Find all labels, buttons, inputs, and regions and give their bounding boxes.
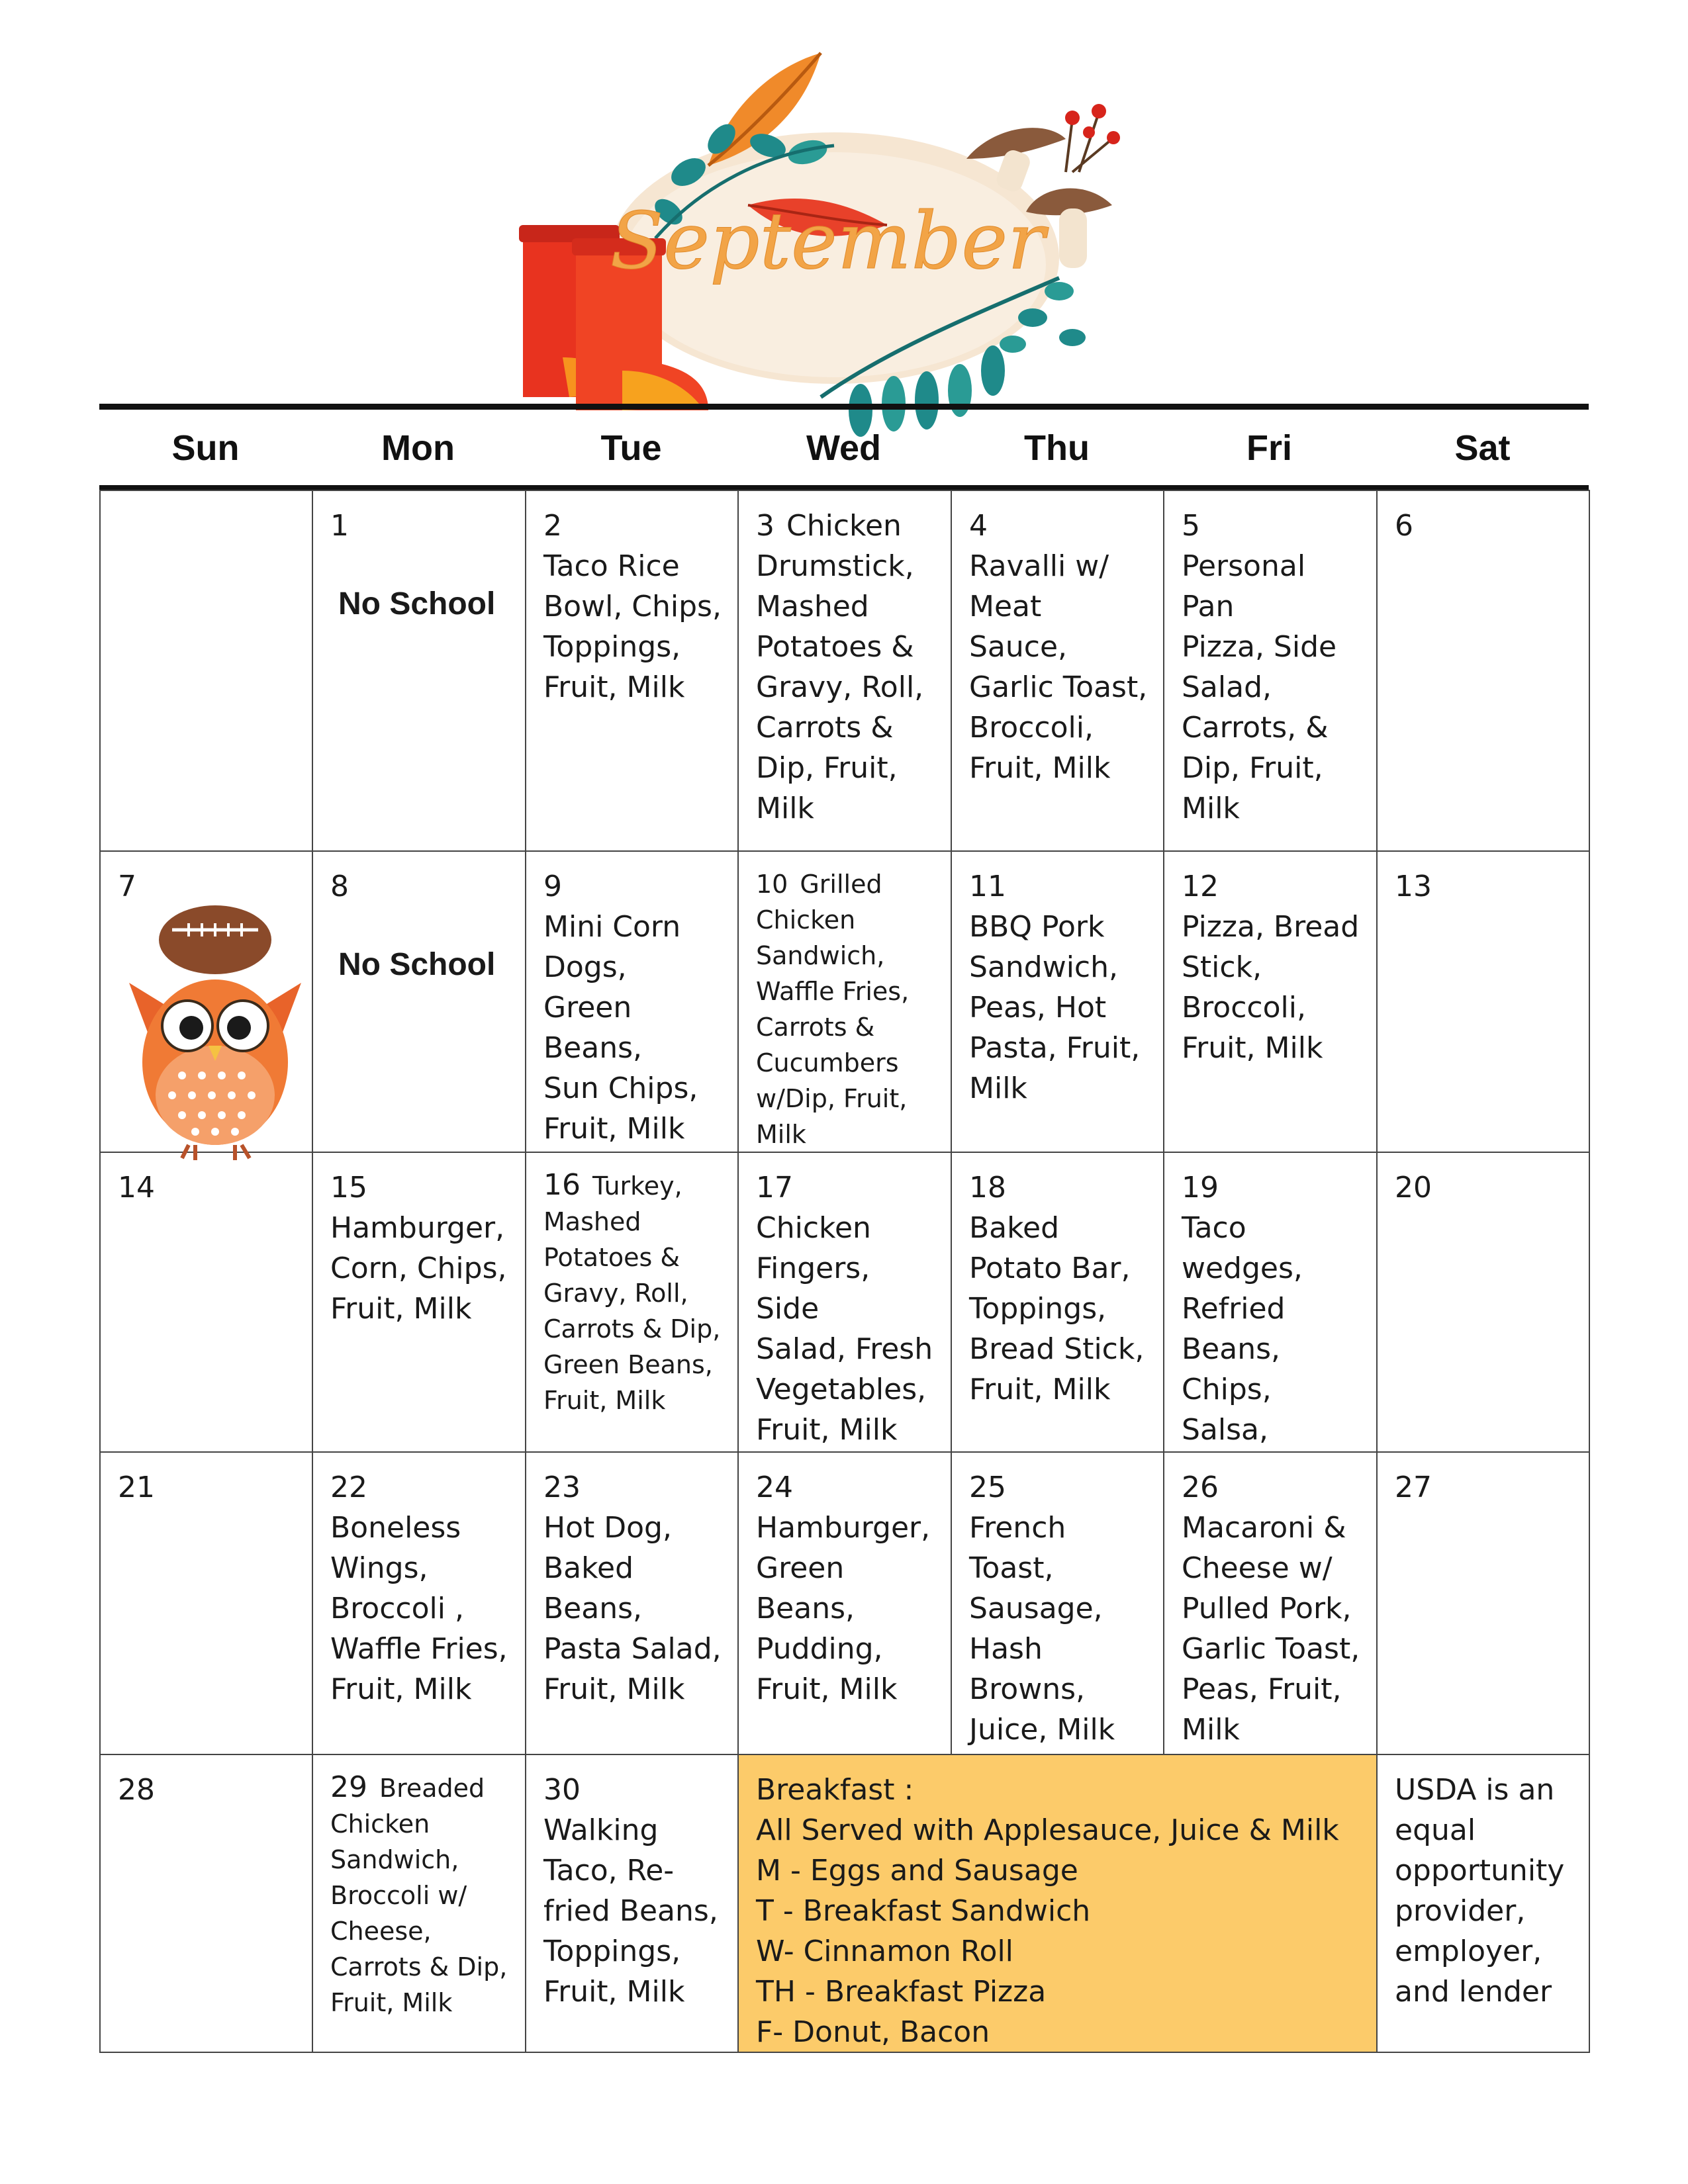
usda-notice-cell — [1376, 1754, 1590, 2053]
weekday-tue: Tue — [600, 428, 662, 468]
football-icon — [159, 905, 271, 974]
day-cell — [1376, 1451, 1590, 1755]
day-cell — [525, 1754, 739, 2053]
day-number: 19 — [1182, 1171, 1219, 1205]
header-rule-top — [99, 404, 1589, 410]
day-number: 22 — [330, 1471, 367, 1504]
day-number: 12 — [1182, 870, 1219, 903]
day-cell — [951, 850, 1164, 1153]
day-number: 2 — [543, 509, 562, 543]
day-cell — [525, 490, 739, 852]
berries-icon — [1065, 104, 1120, 172]
breakfast-line: T - Breakfast Sandwich — [756, 1894, 1091, 1928]
menu-items: Chicken Drumstick, Mashed Potatoes & Gravy, Roll, Carrots & Dip, Fruit, Milk — [756, 509, 924, 825]
menu-items: Mini Corn Dogs, Green Beans, Sun Chips, Fruit, Milk — [543, 910, 698, 1146]
day-number: 8 — [330, 870, 349, 903]
menu-items: Baked Potato Bar, Toppings, Bread Stick, Fruit, Milk — [969, 1211, 1145, 1406]
menu-items: Breaded Chicken Sandwich, Broccoli w/ Cheese, Carrots & Dip, Fruit, Milk — [330, 1774, 508, 2017]
day-cell — [1163, 1152, 1378, 1453]
day-number: 4 — [969, 509, 988, 543]
day-number: 30 — [543, 1773, 581, 1807]
breakfast-menu-box — [737, 1754, 1378, 2053]
menu-items: Hamburger, Corn, Chips, Fruit, Milk — [330, 1211, 507, 1326]
usda-notice: USDA is an equal opportunity provider, employer, and lender — [1395, 1773, 1565, 2009]
day-cell — [1376, 490, 1590, 852]
menu-items: Chicken Fingers, Side Salad, Fresh Vegetables, Fruit, Milk — [756, 1211, 933, 1447]
weekday-mon: Mon — [381, 428, 455, 468]
day-number: 25 — [969, 1471, 1006, 1504]
day-cell — [951, 490, 1164, 852]
day-number: 23 — [543, 1471, 581, 1504]
menu-items: Personal Pan Pizza, Side Salad, Carrots, & Dip, Fruit, Milk — [1182, 549, 1337, 825]
day-cell — [1163, 490, 1378, 852]
calendar-grid — [99, 490, 1589, 2052]
day-cell — [737, 490, 952, 852]
day-number: 15 — [330, 1171, 367, 1205]
menu-text — [543, 1167, 723, 1418]
day-cell — [1376, 1152, 1590, 1453]
day-cell — [99, 490, 313, 852]
day-number: 26 — [1182, 1471, 1219, 1504]
menu-items: Hamburger, Green Beans, Pudding, Fruit, Milk — [756, 1511, 931, 1706]
breakfast-line: TH - Breakfast Pizza — [756, 1975, 1047, 2009]
weekday-fri: Fri — [1246, 428, 1292, 468]
weekday-thu: Thu — [1024, 428, 1090, 468]
day-cell — [1376, 850, 1590, 1153]
menu-items: French Toast, Sausage, Hash Browns, Juice, Milk — [969, 1511, 1115, 1747]
day-cell — [737, 850, 952, 1153]
breakfast-line: W- Cinnamon Roll — [756, 1934, 1013, 1968]
menu-items: Hot Dog, Baked Beans, Pasta Salad, Fruit, Milk — [543, 1511, 722, 1706]
menu-items: Pizza, Bread Stick, Broccoli, Fruit, Milk — [1182, 910, 1360, 1065]
day-cell — [951, 1451, 1164, 1755]
menu-items: Walking Taco, Re- fried Beans, Toppings, Fruit, Milk — [543, 1813, 718, 2009]
day-number: 9 — [543, 870, 562, 903]
day-cell — [99, 1754, 313, 2053]
menu-items: Macaroni & Cheese w/ Pulled Pork, Garlic Toast, Peas, Fruit, Milk — [1182, 1511, 1360, 1747]
day-number: 5 — [1182, 509, 1200, 543]
menu-items: Boneless Wings, Broccoli , Waffle Fries, Fruit, Milk — [330, 1511, 508, 1706]
no-school-label: No School — [338, 586, 496, 621]
day-number: 6 — [1395, 509, 1413, 543]
no-school-label: No School — [338, 947, 496, 982]
weekday-sun: Sun — [171, 428, 240, 468]
day-cell — [525, 850, 739, 1153]
day-cell — [99, 1152, 313, 1453]
day-cell — [737, 1152, 952, 1453]
day-cell — [312, 1152, 526, 1453]
breakfast-line: F- Donut, Bacon — [756, 2015, 990, 2049]
day-cell — [312, 1451, 526, 1755]
menu-items: Taco Rice Bowl, Chips, Toppings, Fruit, Milk — [543, 549, 722, 704]
day-number: 3 — [756, 509, 774, 543]
day-number: 24 — [756, 1471, 793, 1504]
day-number: 7 — [118, 870, 136, 903]
day-cell — [1163, 850, 1378, 1153]
day-cell — [1163, 1451, 1378, 1755]
day-cell — [312, 490, 526, 852]
day-cell — [312, 1754, 526, 2053]
day-cell — [737, 1451, 952, 1755]
day-number: 10 — [756, 870, 788, 899]
weekday-sat: Sat — [1454, 428, 1511, 468]
day-number: 16 — [543, 1168, 581, 1202]
breakfast-heading: Breakfast : — [756, 1773, 914, 1807]
day-number: 14 — [118, 1171, 155, 1205]
menu-text — [330, 1770, 510, 2021]
menu-items: Taco wedges, Refried Beans, Chips, Salsa, — [1182, 1211, 1303, 1447]
day-number: 28 — [118, 1773, 155, 1807]
day-cell — [951, 1152, 1164, 1453]
day-number: 27 — [1395, 1471, 1432, 1504]
september-header-illustration — [490, 40, 1192, 437]
day-cell — [99, 1451, 313, 1755]
weekday-wed: Wed — [806, 428, 881, 468]
weekday-header — [99, 410, 1589, 486]
breakfast-line: All Served with Applesauce, Juice & Milk — [756, 1813, 1339, 1847]
owl-icon — [109, 897, 321, 1161]
breakfast-line: M - Eggs and Sausage — [756, 1854, 1078, 1888]
menu-items: Turkey, Mashed Potatoes & Gravy, Roll, Carrots & Dip, Green Beans, Fruit, Milk — [543, 1171, 721, 1415]
day-number: 11 — [969, 870, 1006, 903]
day-number: 29 — [330, 1770, 367, 1804]
menu-items: Grilled Chicken Sandwich, Waffle Fries, Carrots & Cucumbers w/Dip, Fruit, Milk — [756, 870, 910, 1149]
menu-text — [756, 506, 936, 829]
day-cell — [312, 850, 526, 1153]
day-number: 21 — [118, 1471, 155, 1504]
day-number: 18 — [969, 1171, 1006, 1205]
month-title: September — [610, 195, 1045, 287]
menu-items: BBQ Pork Sandwich, Peas, Hot Pasta, Fruit, Milk — [969, 910, 1141, 1105]
day-cell — [525, 1451, 739, 1755]
day-number: 20 — [1395, 1171, 1432, 1205]
day-number: 1 — [330, 509, 349, 543]
day-number: 13 — [1395, 870, 1432, 903]
menu-items: Ravalli w/ Meat Sauce, Garlic Toast, Broccoli, Fruit, Milk — [969, 549, 1148, 785]
day-cell — [525, 1152, 739, 1453]
menu-text — [756, 866, 936, 1152]
day-number: 17 — [756, 1171, 793, 1205]
